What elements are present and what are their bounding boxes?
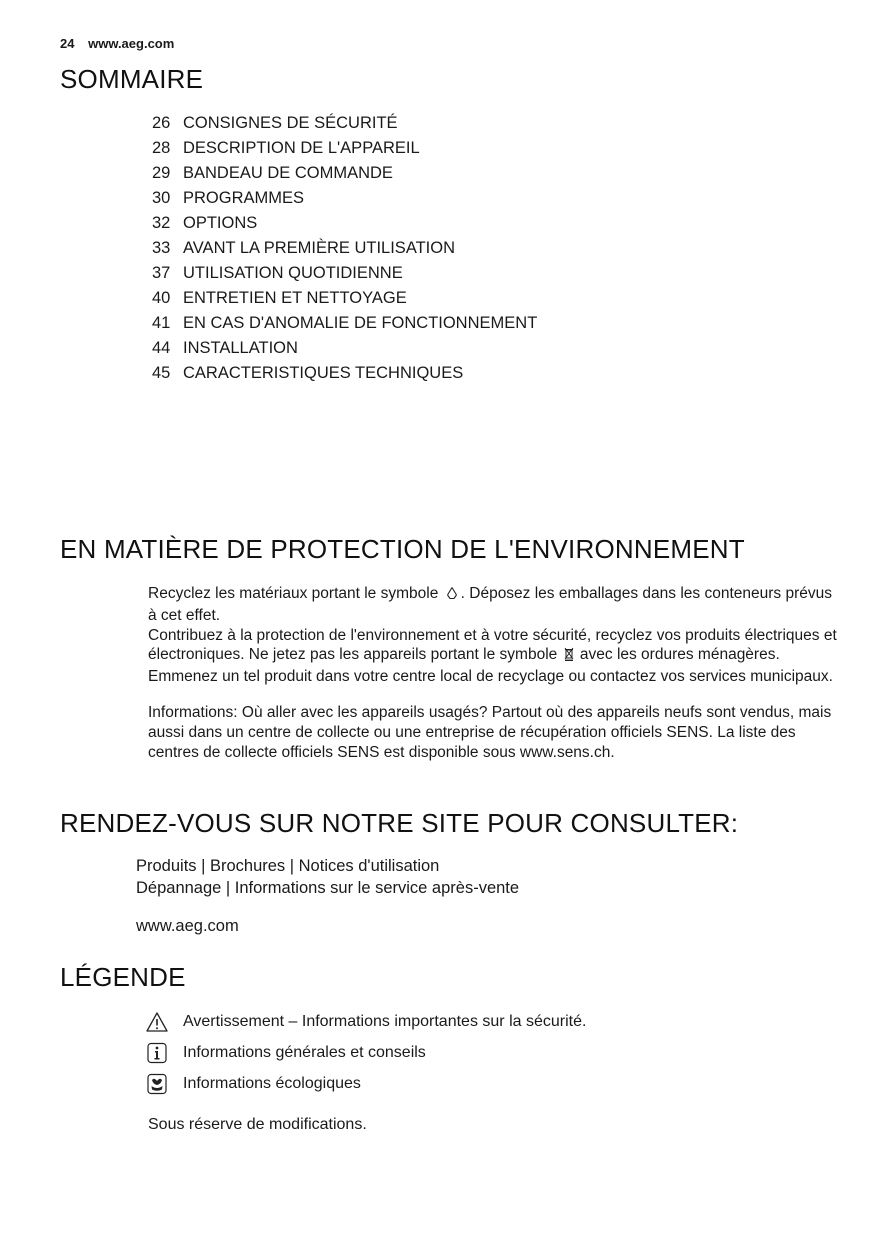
legend-list: [145, 1010, 586, 1103]
legend-title: LÉGENDE: [60, 962, 186, 992]
toc-item[interactable]: [152, 112, 537, 137]
warning-icon: [145, 1010, 183, 1034]
toc-page: 30: [152, 189, 171, 207]
modification-note: Sous réserve de modifications.: [148, 1116, 367, 1133]
site-title: RENDEZ-VOUS SUR NOTRE SITE POUR CONSULTER:: [60, 808, 739, 838]
env-text: . Déposez les emballages dans les conteneurs prévus à cet effet.: [148, 585, 832, 624]
toc-item[interactable]: [152, 362, 537, 387]
legend-label: Avertissement – Informations importantes sur la sécurité.: [183, 1013, 587, 1030]
toc-label: OPTIONS: [183, 214, 258, 232]
toc-item[interactable]: [152, 137, 537, 162]
legend-item: [145, 1072, 586, 1103]
site-line-2: Dépannage | Informations sur le service après-vente: [136, 879, 520, 897]
toc-label: CARACTERISTIQUES TECHNIQUES: [183, 364, 464, 382]
page-number: 24: [60, 36, 75, 51]
env-text: Recyclez les matériaux portant le symbole: [148, 585, 439, 602]
site-url[interactable]: www.aeg.com: [136, 917, 239, 935]
toc-item[interactable]: [152, 312, 537, 337]
toc-item[interactable]: [152, 237, 537, 262]
toc-label: INSTALLATION: [183, 339, 298, 357]
toc-page: 33: [152, 239, 171, 257]
environment-section: [148, 584, 838, 778]
toc-page: 45: [152, 364, 171, 382]
toc-item[interactable]: [152, 162, 537, 187]
legend-item: [145, 1010, 586, 1041]
legend-label: Informations écologiques: [183, 1075, 361, 1092]
toc-label: UTILISATION QUOTIDIENNE: [183, 264, 403, 282]
environment-paragraph-2: Informations: Où aller avec les appareils usagés? Partout où des appareils neufs sont vendus, mais aussi dans un centre de collecte ou une entreprise de récupération officiels SENS. La liste des centres de collecte officiels SENS est disponible sous www.sens.ch.: [148, 703, 832, 761]
toc-page: 44: [152, 339, 171, 357]
toc-item[interactable]: [152, 262, 537, 287]
legend-item: [145, 1041, 586, 1072]
toc-label: CONSIGNES DE SÉCURITÉ: [183, 114, 398, 132]
toc-label: ENTRETIEN ET NETTOYAGE: [183, 289, 407, 307]
toc-page: 28: [152, 139, 171, 157]
sommaire-title: SOMMAIRE: [60, 64, 204, 94]
toc-page: 32: [152, 214, 171, 232]
toc-page: 37: [152, 264, 171, 282]
toc-label: DESCRIPTION DE L'APPAREIL: [183, 139, 420, 157]
site-line-1: Produits | Brochures | Notices d'utilisation: [136, 857, 440, 875]
crossed-bin-icon: [564, 647, 574, 667]
page-header: [60, 36, 174, 51]
toc-item[interactable]: [152, 212, 537, 237]
toc-label: PROGRAMMES: [183, 189, 305, 207]
environment-title: EN MATIÈRE DE PROTECTION DE L'ENVIRONNEMENT: [60, 534, 745, 564]
toc-item[interactable]: [152, 287, 537, 312]
toc-label: BANDEAU DE COMMANDE: [183, 164, 393, 182]
environment-paragraph-1: [148, 584, 838, 687]
site-section: [136, 855, 519, 937]
toc-label: AVANT LA PREMIÈRE UTILISATION: [183, 239, 456, 257]
toc-page: 26: [152, 114, 171, 132]
table-of-contents: [152, 112, 537, 387]
toc-item[interactable]: [152, 187, 537, 212]
toc-page: 41: [152, 314, 171, 332]
toc-item[interactable]: [152, 337, 537, 362]
toc-page: 29: [152, 164, 171, 182]
toc-label: EN CAS D'ANOMALIE DE FONCTIONNEMENT: [183, 314, 538, 332]
info-icon: [145, 1041, 183, 1065]
toc-page: 40: [152, 289, 171, 307]
recycle-icon: [445, 586, 459, 606]
eco-icon: [145, 1072, 183, 1096]
header-website[interactable]: www.aeg.com: [88, 36, 175, 51]
env-text: avec les ordures ménagères. Emmenez un tel produit dans votre centre local de recyclage ou contactez vos services municipaux.: [148, 646, 833, 686]
env-text: Contribuez à la protection de l'environnement et à votre sécurité, recyclez vos produits électriques et électroniques. Ne jetez pas les appareils portant le symbole: [148, 626, 837, 664]
legend-label: Informations générales et conseils: [183, 1044, 426, 1061]
